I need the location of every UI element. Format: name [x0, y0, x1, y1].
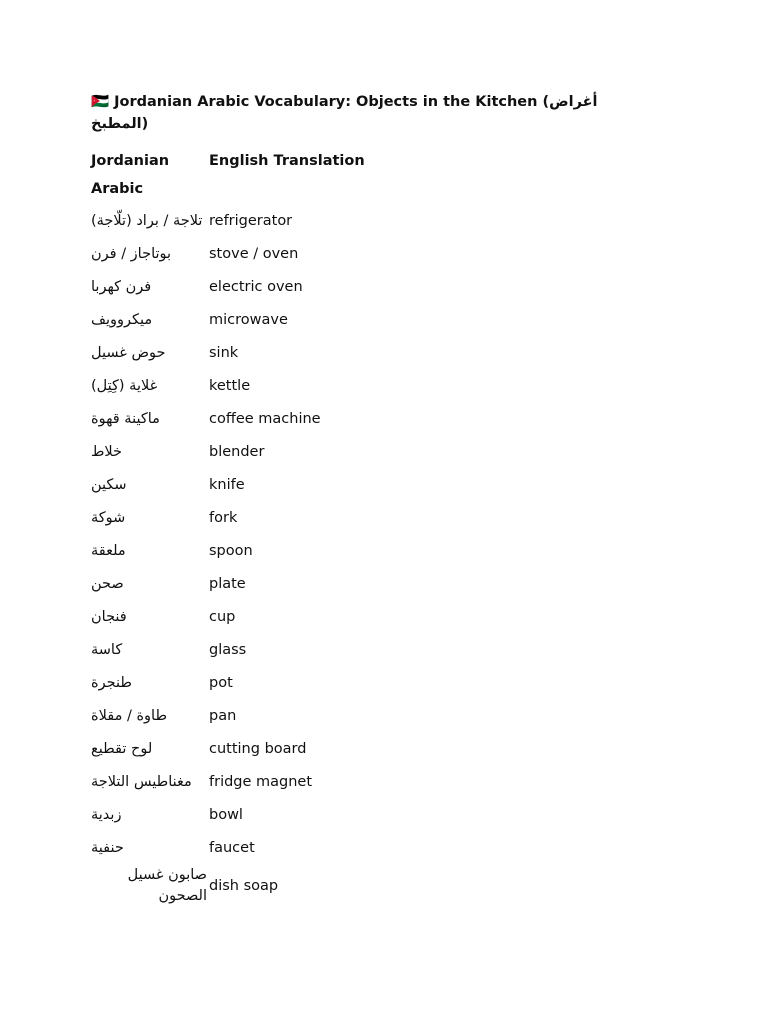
english-translation: bowl	[209, 807, 243, 823]
arabic-term: صحن	[91, 576, 124, 592]
arabic-term-cell	[91, 205, 209, 238]
table-row	[91, 733, 509, 766]
arabic-term-cell	[91, 568, 209, 601]
table-row	[91, 403, 509, 436]
arabic-term: حوض غسيل	[91, 345, 166, 361]
english-translation: knife	[209, 477, 245, 493]
table-row	[91, 238, 509, 271]
table-row	[91, 601, 509, 634]
document-title: 🇯🇴 Jordanian Arabic Vocabulary: Objects in the Kitchen (أغراض المطبخ)	[91, 94, 598, 132]
english-translation: sink	[209, 345, 239, 361]
arabic-term-cell	[91, 667, 209, 700]
arabic-term-cell	[91, 634, 209, 667]
arabic-term: ماكينة قهوة	[91, 411, 160, 427]
arabic-term-cell	[91, 766, 209, 799]
arabic-term: تلاجة / براد (تلّاجة)	[91, 213, 203, 229]
vocabulary-table	[91, 147, 509, 907]
english-translation: faucet	[209, 840, 255, 856]
arabic-term-cell	[91, 304, 209, 337]
english-translation: cutting board	[209, 741, 307, 757]
english-translation: blender	[209, 444, 265, 460]
table-row	[91, 337, 509, 370]
arabic-term-cell	[91, 271, 209, 304]
arabic-term: سكين	[91, 477, 127, 493]
english-translation: fork	[209, 510, 238, 526]
english-translation: dish soap	[209, 877, 279, 894]
english-translation: glass	[209, 642, 247, 658]
arabic-term-cell	[91, 238, 209, 271]
arabic-term: طنجرة	[91, 675, 132, 691]
arabic-term: طاوة / مقلاة	[91, 708, 168, 724]
table-row	[91, 865, 509, 907]
arabic-term-cell	[91, 403, 209, 436]
arabic-term-cell	[91, 799, 209, 832]
english-translation: cup	[209, 609, 236, 625]
english-translation: microwave	[209, 312, 288, 328]
arabic-term: شوكة	[91, 510, 126, 526]
table-row	[91, 535, 509, 568]
table-row	[91, 502, 509, 535]
table-row	[91, 304, 509, 337]
table-header-row	[91, 147, 509, 205]
arabic-term-cell	[91, 601, 209, 634]
arabic-term-cell	[91, 436, 209, 469]
arabic-term: مغناطيس التلاجة	[91, 774, 192, 790]
document-page	[91, 91, 651, 907]
arabic-term-cell	[91, 469, 209, 502]
table-row	[91, 469, 509, 502]
arabic-term: ميكروويف	[91, 312, 153, 328]
table-row	[91, 832, 509, 865]
table-row	[91, 370, 509, 403]
table-row	[91, 634, 509, 667]
arabic-term: لوح تقطيع	[91, 741, 153, 757]
arabic-term-cell	[91, 337, 209, 370]
header-arabic: Jordanian Arabic	[91, 153, 170, 197]
table-row	[91, 766, 509, 799]
table-row	[91, 436, 509, 469]
arabic-term: زبدية	[91, 807, 122, 823]
arabic-term-cell	[91, 535, 209, 568]
arabic-term: كاسة	[91, 642, 123, 658]
arabic-term-cell	[91, 865, 209, 907]
arabic-term: ملعقة	[91, 543, 126, 559]
arabic-term-cell	[91, 700, 209, 733]
english-translation: pot	[209, 675, 233, 691]
english-translation: spoon	[209, 543, 253, 559]
header-english: English Translation	[209, 153, 365, 169]
arabic-term-cell	[91, 733, 209, 766]
english-translation: electric oven	[209, 279, 303, 295]
table-row	[91, 799, 509, 832]
english-translation: stove / oven	[209, 246, 299, 262]
arabic-term: خلاط	[91, 444, 123, 460]
arabic-term-cell	[91, 832, 209, 865]
english-translation: plate	[209, 576, 246, 592]
english-translation: coffee machine	[209, 411, 321, 427]
english-translation: refrigerator	[209, 213, 293, 229]
table-row	[91, 271, 509, 304]
english-translation: pan	[209, 708, 237, 724]
arabic-term: حنفية	[91, 840, 124, 856]
arabic-term-cell	[91, 502, 209, 535]
arabic-term: غلاية (كِتِل)	[91, 378, 158, 394]
table-row	[91, 700, 509, 733]
english-translation: fridge magnet	[209, 774, 313, 790]
arabic-term: فرن كهربا	[91, 279, 152, 295]
arabic-term: بوتاجاز / فرن	[91, 246, 172, 262]
vocabulary-table-body	[91, 205, 509, 907]
table-row	[91, 568, 509, 601]
arabic-term: صابون غسيل الصحون	[127, 867, 207, 904]
arabic-term-cell	[91, 370, 209, 403]
arabic-term: فنجان	[91, 609, 127, 625]
english-translation: kettle	[209, 378, 251, 394]
table-row	[91, 205, 509, 238]
table-row	[91, 667, 509, 700]
